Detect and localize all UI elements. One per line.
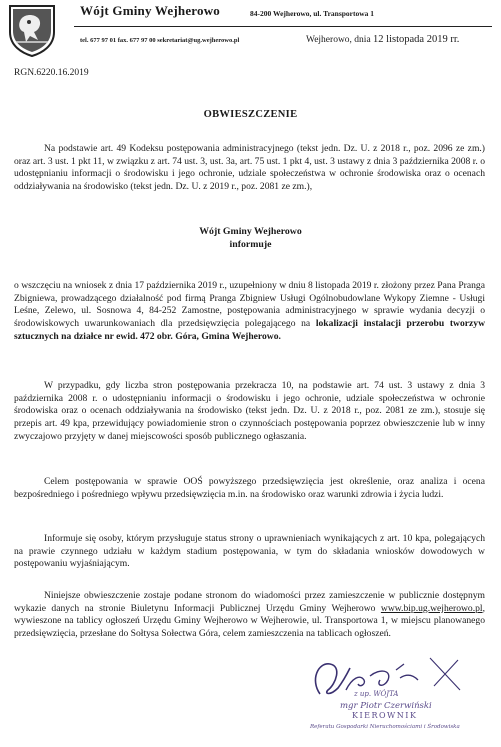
signature-stamp [300,650,480,745]
publication-text-before: Niniejsze obwieszczenie zostaje podane stronom do wiadomości przez zamieszczenie w publicznie dostępnym wykazie danych na stronie Biuletynu Informacji Publicznej Urzędu Gminy Wejherowo [14,590,485,614]
document-title: OBWIESZCZENIE [203,109,298,120]
authority-informs: informuje [229,239,272,250]
bip-link[interactable]: www.bip.ug.wejherowo.pl [380,602,483,614]
header-divider [74,26,492,27]
publication-text-after: , wywieszone na tablicy ogłoszeń Urzędu Gminy Wejherowo w Wejherowie, ul. Transportowa 1, w miejscu planowanego przedsięwzięcia, przesłane do Sołtysa Sołectwa Góra, celem zamieszczenia na tablicach ogłoszeń. [14,602,485,640]
signature-position: KIEROWNIK [352,711,418,720]
notice-paragraph [14,280,485,344]
signature-department: Referatu Gospodarki Nieruchomościami i Środowiska [310,724,460,730]
document-date: 12 listopada 2019 rr. [373,34,460,45]
notice-text: o wszczęciu na wniosek z dnia 17 października 2019 r., uzupełniony w dniu 8 listopada 2019 r. złożony przez Pana Pranga Zbigniewa, prowadzącego działalność pod firmą Pranga Zbigniew Usługi Ogólnobudowlane Wykopy Ziemne - Usługi Leśne, Zelewo, ul. Sosnowa 4, 84-252 Zamostne, postępowania administracyjnego w sprawie wydania decyzji o środowiskowych uwarunkowaniach dla przedsięwzięcia polegającego na [14,280,485,330]
publication-paragraph [14,590,485,641]
coat-of-arms-icon [4,2,60,58]
purpose-paragraph: Celem postępowania w sprawie OOŚ powyższego przedsięwzięcia jest określenie, oraz analiza i ocena bezpośredniego i pośredniego wpływu przedsięwzięcia m.in. na środowisko oraz warunki zdrowia i życia ludzi. [14,476,485,500]
authority-name: Wójt Gminy Wejherowo [199,226,302,237]
notice-project: lokalizacji instalacji przerobu tworzyw sztucznych na działce nr ewid. 472 obr. Góra, Gmina Wejherowo. [14,318,485,342]
rights-paragraph: Informuje się osoby, którym przysługuje status strony o uprawnieniach wynikających z art. 10 kpa, polegających na prawie czynnego udziału w każdym stadium postępowania, w tym do składania wniosków dowodowych w postępowaniu wyjaśniającym. [14,533,485,570]
parties-paragraph: W przypadku, gdy liczba stron postępowania przekracza 10, na podstawie art. 74 ust. 3 ustawy z dnia 3 października 2008 r. o udostępnianiu informacji o środowisku i jego ochronie, udziale społeczeństwa w ochronie środowiska oraz o ocenach oddziaływania na środowisko (tekst jedn. Dz. U. z 2018 r., poz. 2081 ze zm.), stosuje się przepis art. 49 kpa, przewidujący powiadomienie stron o czynnościach postępowania poprzez obwieszczenie lub w inny zwyczajowo przyjęty w danej miejscowości sposób publicznego ogłaszania. [14,380,485,442]
organization-name: Wójt Gminy Wejherowo [80,3,221,18]
organization-contact: tel. 677 97 01 fax. 677 97 00 sekretariat@ug.wejherowo.pl [80,37,240,44]
reference-number: RGN.6220.16.2019 [14,68,89,78]
place-and-date [306,34,459,45]
signature-name: mgr Piotr Czerwiński [340,701,432,711]
legal-basis-paragraph: Na podstawie art. 49 Kodeksu postępowania administracyjnego (tekst jedn. Dz. U. z 2018 r., poz. 2096 ze zm.) oraz art. 3 ust. 1 pkt 11, w związku z art. 74 ust. 3, ust. 3a, art. 75 ust. 1 pkt 4, ust. 3 ustawy z dnia 3 października 2008 r. o udostępnianiu informacji o środowisku i jego ochronie, udziale społeczeństwa w ochronie środowiska oraz o ocenach oddziaływania na środowisko (tekst jedn. Dz. U. z 2019 r., poz. 2081 ze zm.), [14,143,485,193]
signature-on-behalf: z up. WÓJTA [354,690,399,698]
organization-address: 84-200 Wejherowo, ul. Transportowa 1 [250,9,375,18]
place-label: Wejherowo, dnia [306,35,371,45]
